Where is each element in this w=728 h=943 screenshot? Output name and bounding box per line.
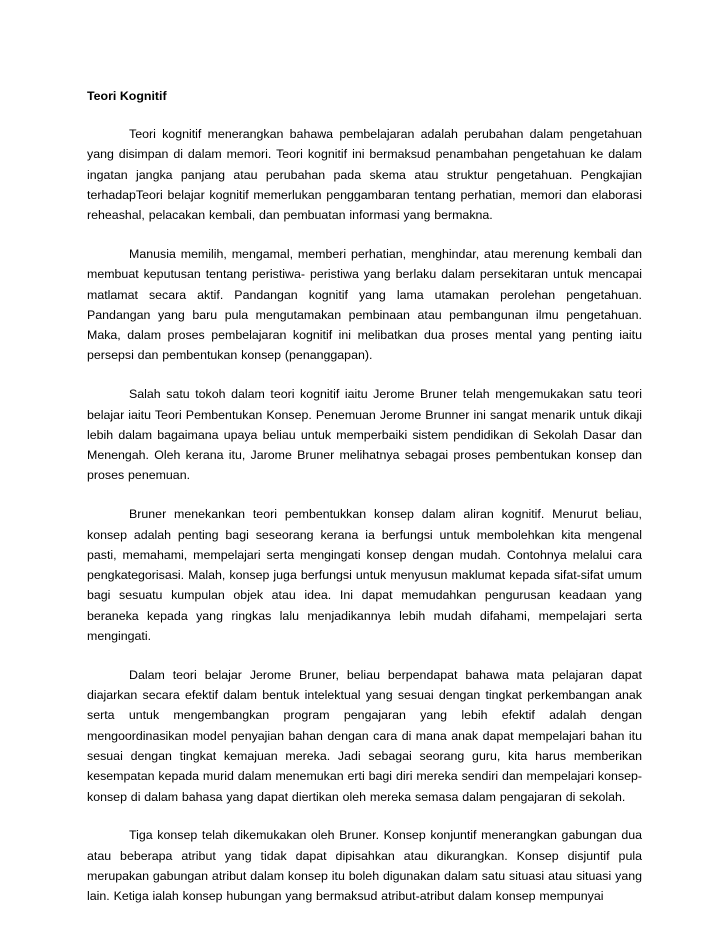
paragraph-2: Manusia memilih, mengamal, memberi perhatian, menghindar, atau merenung kembali dan membuat keputusan tentang peristiwa- peristiwa yang berlaku dalam persekitaran untuk mencapai matlamat secara aktif. Pandangan kognitif yang lama utamakan perolehan pengetahuan. Pandangan yang baru pula mengutamakan pembinaan atau pembangunan ilmu pengetahuan. Maka, dalam proses pembelajaran kognitif ini melibatkan dua proses mental yang penting iaitu persepsi dan pembentukan konsep (penanggapan). xyxy=(87,246,642,363)
document-heading: Teori Kognitif xyxy=(87,89,167,103)
paragraph-6: Tiga konsep telah dikemukakan oleh Bruner. Konsep konjuntif menerangkan gabungan dua atau beberapa atribut yang tidak dapat dipisahkan atau dikurangkan. Konsep disjuntif pula merupakan gabungan atribut dalam konsep itu boleh digunakan dalam satu situasi atau situasi yang lain. Ketiga ialah konsep hubungan yang bermaksud atribut-atribut dalam konsep mempunyai xyxy=(87,828,642,904)
paragraph-1: Teori kognitif menerangkan bahawa pembelajaran adalah perubahan dalam pengetahuan yang disimpan di dalam memori. Teori kognitif ini bermaksud penambahan pengetahuan ke dalam ingatan jangka panjang atau perubahan pada skema atau struktur pengetahuan. Pengkajian terhadapTeori belajar kognitif memerlukan penggambaran tentang perhatian, memori dan elaborasi reheashal, pelacakan kembali, dan pembuatan informasi yang bermakna. xyxy=(87,127,642,223)
paragraph-3: Salah satu tokoh dalam teori kognitif iaitu Jerome Bruner telah mengemukakan satu teori belajar iaitu Teori Pembentukan Konsep. Penemuan Jerome Brunner ini sangat menarik untuk dikaji lebih dalam bagaimana upaya beliau untuk memperbaiki sistem pendidikan di Sekolah Dasar dan Menengah. Oleh kerana itu, Jarome Bruner melihatnya sebagai proses pembentukan konsep dan proses penemuan. xyxy=(87,387,642,483)
document-page xyxy=(87,86,642,907)
paragraph-4: Bruner menekankan teori pembentukkan konsep dalam aliran kognitif. Menurut beliau, konsep adalah penting bagi seseorang kerana ia berfungsi untuk membolehkan kita mengenal pasti, memahami, mempelajari serta mengingati konsep dengan mudah. Contohnya melalui cara pengkategorisasi. Malah, konsep juga berfungsi untuk menyusun maklumat kepada sifat-sifat umum bagi sesuatu kumpulan objek atau idea. Ini dapat memudahkan pengurusan keadaan yang beraneka kepada yang ringkas lalu menjadikannya lebih mudah difahami, mempelajari serta mengingati. xyxy=(87,507,642,644)
paragraph-5: Dalam teori belajar Jerome Bruner, beliau berpendapat bahawa mata pelajaran dapat diajarkan secara efektif dalam bentuk intelektual yang sesuai dengan tingkat perkembangan anak serta untuk mengembangkan program pengajaran yang lebih efektif adalah dengan mengoordinasikan model penyajian bahan dengan cara di mana anak dapat mempelajari bahan itu sesuai dengan tingkat kemajuan mereka. Jadi sebagai seorang guru, kita harus memberikan kesempatan kepada murid dalam menemukan erti bagi diri mereka sendiri dan mempelajari konsep-konsep di dalam bahasa yang dapat diertikan oleh mereka semasa dalam pengajaran di sekolah. xyxy=(87,667,642,804)
